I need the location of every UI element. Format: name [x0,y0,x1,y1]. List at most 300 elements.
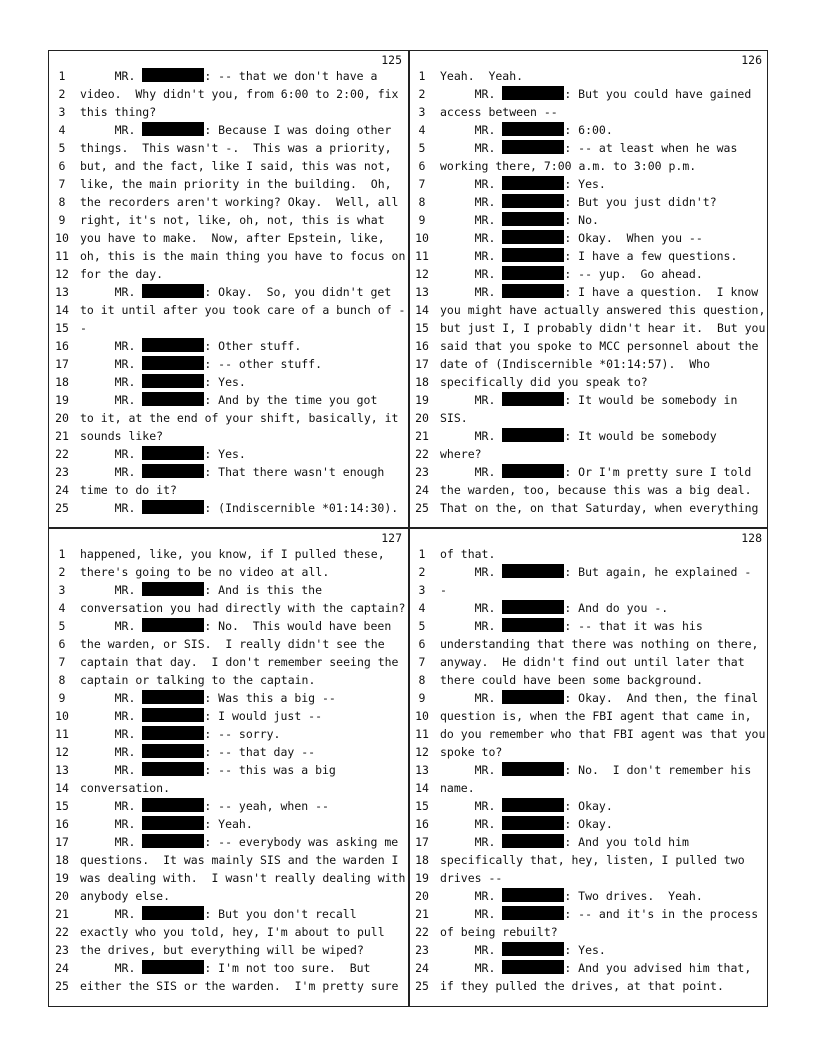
line-text: specifically that, hey, listen, I pulled two [440,853,745,867]
redaction-bar [502,464,564,478]
line-text: MR. : No. [440,213,599,227]
line-text: said that you spoke to MCC personnel about the [440,339,759,353]
line-number: 20 [55,411,69,425]
transcript-line [409,463,768,481]
line-text: there's going to be no video at all. [80,565,330,579]
line-number: 5 [418,141,426,155]
transcript-line [409,941,768,959]
redaction-bar [502,762,564,776]
line-number: 6 [58,637,66,651]
line-text: if they pulled the drives, at that point. [440,979,724,993]
transcript-line [409,599,768,617]
transcript-line [409,355,768,373]
redaction-bar [502,266,564,280]
line-text: things. This wasn't -. This was a priority, [80,141,392,155]
line-text: of that. [440,547,496,561]
redaction-bar [502,248,564,262]
line-text: date of (Indiscernible *01:14:57). Who [440,357,711,371]
line-number: 14 [415,781,429,795]
line-text: MR. : But you don't recall [80,907,357,921]
line-number: 12 [415,267,429,281]
line-text: MR. : -- that day -- [80,745,316,759]
transcript-line [49,779,408,797]
line-text: MR. : But you could have gained [440,87,752,101]
line-number: 3 [418,583,426,597]
line-number: 15 [55,799,69,813]
line-number: 6 [418,159,426,173]
line-number: 23 [415,465,429,479]
line-number: 16 [55,817,69,831]
transcript-line [49,707,408,725]
line-number: 8 [418,673,426,687]
line-number: 17 [55,357,69,371]
redaction-bar [142,708,204,722]
transcript-line [409,247,768,265]
line-number: 21 [55,429,69,443]
line-text: MR. : Yes. [80,375,246,389]
line-number: 11 [55,727,69,741]
line-text: where? [440,447,482,461]
transcript-line [49,391,408,409]
transcript-line [409,427,768,445]
line-number: 4 [58,123,66,137]
line-text: MR. : I would just -- [80,709,323,723]
transcript-line [49,869,408,887]
transcript-line [49,409,408,427]
transcript-line [49,887,408,905]
line-text: the drives, but everything will be wiped? [80,943,364,957]
transcript-line [49,635,408,653]
redaction-bar [142,284,204,298]
transcript-line [49,445,408,463]
line-number: 11 [415,249,429,263]
redaction-bar [502,888,564,902]
line-text: you have to make. Now, after Epstein, like, [80,231,385,245]
redaction-bar [142,690,204,704]
line-number: 17 [415,835,429,849]
transcript-line [409,833,768,851]
transcript-line [409,121,768,139]
line-number: 2 [58,565,66,579]
line-text: conversation. [80,781,171,795]
transcript-line [49,905,408,923]
transcript-line [49,977,408,995]
line-text: this thing? [80,105,157,119]
transcript-line [409,337,768,355]
transcript-line [409,103,768,121]
line-number: 19 [55,871,69,885]
transcript-line [409,635,768,653]
line-text: for the day. [80,267,164,281]
redaction-bar [142,68,204,82]
transcript-line [409,499,768,517]
transcript-line [49,121,408,139]
redaction-bar [502,834,564,848]
transcript-line [49,247,408,265]
redaction-bar [502,284,564,298]
line-text: name. [440,781,475,795]
line-text: captain that day. I don't remember seeing the [80,655,399,669]
line-text: questions. It was mainly SIS and the warden I [80,853,399,867]
line-number: 4 [418,123,426,137]
transcript-line [409,229,768,247]
line-text: but just I, I probably didn't hear it. But you [440,321,766,335]
transcript-line [49,427,408,445]
transcript-line [409,545,768,563]
line-number: 13 [415,763,429,777]
line-number: 23 [55,465,69,479]
transcript-line [409,851,768,869]
transcript-line [409,481,768,499]
transcript-line [409,977,768,995]
line-text: MR. : Was this a big -- [80,691,336,705]
line-text: oh, this is the main thing you have to focus on [80,249,406,263]
line-number: 7 [58,177,66,191]
line-text: MR. : But again, he explained - [440,565,752,579]
transcript-line [409,671,768,689]
line-number: 6 [58,159,66,173]
redaction-bar [502,564,564,578]
line-number: 2 [58,87,66,101]
redaction-bar [142,356,204,370]
line-text: conversation you had directly with the captain? [80,601,406,615]
line-number: 23 [415,943,429,957]
transcript-line [49,175,408,193]
line-text: MR. : It would be somebody in [440,393,738,407]
redaction-bar [502,942,564,956]
line-text: MR. : Yes. [440,943,606,957]
redaction-bar [502,600,564,614]
transcript-line [409,923,768,941]
redaction-bar [142,744,204,758]
line-number: 5 [418,619,426,633]
redaction-bar [142,374,204,388]
line-text: MR. : 6:00. [440,123,613,137]
line-number: 15 [55,321,69,335]
redaction-bar [502,122,564,136]
line-number: 19 [415,393,429,407]
transcript-page-125 [49,51,408,527]
transcript-line [49,545,408,563]
line-number: 1 [58,547,66,561]
transcript-line [49,319,408,337]
line-number: 20 [55,889,69,903]
transcript-line [409,85,768,103]
transcript-line [409,319,768,337]
line-text: MR. : Or I'm pretty sure I told [440,465,752,479]
transcript-line [49,265,408,283]
line-number: 7 [418,177,426,191]
line-text: spoke to? [440,745,503,759]
transcript-line [49,617,408,635]
line-text: drives -- [440,871,503,885]
transcript-line [409,211,768,229]
redaction-bar [502,816,564,830]
redaction-bar [502,230,564,244]
line-text: either the SIS or the warden. I'm pretty sure [80,979,399,993]
line-number: 14 [415,303,429,317]
transcript-line [49,103,408,121]
transcript-line [49,211,408,229]
line-text: MR. : -- and it's in the process [440,907,759,921]
line-number: 8 [58,195,66,209]
line-text: sounds like? [80,429,164,443]
line-number: 23 [55,943,69,957]
transcript-line [49,851,408,869]
line-text: anyway. He didn't find out until later that [440,655,745,669]
transcript-line [49,563,408,581]
transcript-line [409,869,768,887]
line-text: MR. : Okay. When you -- [440,231,703,245]
line-number: 22 [55,925,69,939]
line-text: time to do it? [80,483,177,497]
line-text: MR. : Other stuff. [80,339,302,353]
line-number: 13 [415,285,429,299]
line-number: 5 [58,141,66,155]
redaction-bar [502,86,564,100]
line-text: MR. : And is this the [80,583,323,597]
line-text: was dealing with. I wasn't really dealing with [80,871,406,885]
transcript-line [49,157,408,175]
page-number: 128 [741,531,762,545]
transcript-line [409,157,768,175]
redaction-bar [502,428,564,442]
line-text: MR. : -- sorry. [80,727,281,741]
redaction-bar [502,392,564,406]
transcript-line [49,797,408,815]
transcript-line [409,283,768,301]
line-number: 6 [418,637,426,651]
transcript-line [409,581,768,599]
line-number: 19 [415,871,429,885]
transcript-line [49,815,408,833]
line-number: 9 [418,213,426,227]
line-number: 9 [58,213,66,227]
line-text: captain or talking to the captain. [80,673,316,687]
line-text: working there, 7:00 a.m. to 3:00 p.m. [440,159,697,173]
line-number: 15 [415,321,429,335]
line-number: 9 [58,691,66,705]
line-text: there could have been some background. [440,673,704,687]
redaction-bar [502,176,564,190]
transcript-line [409,445,768,463]
line-number: 14 [55,303,69,317]
line-number: 2 [418,87,426,101]
transcript-line [49,653,408,671]
transcript-line [409,725,768,743]
line-text: MR. : I have a question. I know [440,285,759,299]
transcript-line [409,175,768,193]
transcript-line [49,581,408,599]
line-number: 7 [418,655,426,669]
line-text: That on the, on that Saturday, when everything [440,501,759,515]
line-number: 1 [58,69,66,83]
line-text: understanding that there was nothing on there, [440,637,759,651]
transcript-line [409,617,768,635]
redaction-bar [142,500,204,514]
line-text: do you remember who that FBI agent was that you [440,727,766,741]
line-text: MR. : Okay. And then, the final [440,691,759,705]
line-text: MR. : -- that it was his [440,619,703,633]
transcript-line [409,67,768,85]
transcript-lines [409,545,768,995]
line-number: 16 [415,339,429,353]
line-number: 25 [55,501,69,515]
line-text: MR. : -- at least when he was [440,141,738,155]
line-number: 4 [58,601,66,615]
line-text: MR. : And you told him [440,835,689,849]
line-number: 9 [418,691,426,705]
line-number: 1 [418,547,426,561]
line-number: 21 [415,429,429,443]
transcript-line [409,779,768,797]
redaction-bar [142,726,204,740]
line-text: MR. : -- this was a big [80,763,336,777]
line-text: MR. : Because I was doing other [80,123,392,137]
line-text: MR. : -- yeah, when -- [80,799,329,813]
transcript-line [409,301,768,319]
line-text: MR. : I have a few questions. [440,249,738,263]
redaction-bar [502,140,564,154]
line-number: 3 [418,105,426,119]
line-text: MR. : Yes. [80,447,246,461]
transcript-lines [49,67,408,517]
line-text: access between -- [440,105,558,119]
line-number: 25 [415,979,429,993]
transcript-line [49,283,408,301]
line-text: MR. : -- everybody was asking me [80,835,399,849]
redaction-bar [142,816,204,830]
redaction-bar [502,212,564,226]
line-number: 3 [58,105,66,119]
line-text: MR. : It would be somebody [440,429,717,443]
transcript-line [49,599,408,617]
line-number: 10 [415,231,429,245]
transcript-line [49,671,408,689]
transcript-line [49,463,408,481]
redaction-bar [142,798,204,812]
line-number: 10 [55,231,69,245]
line-number: 7 [58,655,66,669]
redaction-bar [142,582,204,596]
line-text: MR. : And you advised him that, [440,961,752,975]
transcript-line [49,725,408,743]
line-text: right, it's not, like, oh, not, this is what [80,213,385,227]
line-text: the warden, or SIS. I really didn't see the [80,637,385,651]
transcript-page-128 [409,529,768,1005]
line-number: 18 [415,853,429,867]
transcript-line [49,689,408,707]
transcript-line [49,481,408,499]
redaction-bar [142,464,204,478]
redaction-bar [142,906,204,920]
transcript-line [409,815,768,833]
transcript-line [49,923,408,941]
line-text: MR. : Okay. [440,799,613,813]
redaction-bar [502,798,564,812]
redaction-bar [142,762,204,776]
redaction-bar [142,122,204,136]
transcript-line [49,193,408,211]
line-number: 5 [58,619,66,633]
line-number: 21 [415,907,429,921]
transcript-line [49,85,408,103]
page-number: 127 [381,531,402,545]
line-number: 20 [415,889,429,903]
transcript-line [49,941,408,959]
line-text: video. Why didn't you, from 6:00 to 2:00, fix [80,87,399,101]
line-text: question is, when the FBI agent that came in, [440,709,752,723]
transcript-line [49,761,408,779]
line-number: 13 [55,763,69,777]
line-number: 1 [418,69,426,83]
line-text: to it, at the end of your shift, basically, it [80,411,399,425]
line-text: MR. : Yes. [440,177,606,191]
transcript-line [49,833,408,851]
transcript-line [409,373,768,391]
line-number: 19 [55,393,69,407]
line-text: MR. : But you just didn't? [440,195,717,209]
line-text: MR. : And by the time you got [80,393,378,407]
transcript-line [409,391,768,409]
transcript-line [409,409,768,427]
transcript-line [49,959,408,977]
line-number: 3 [58,583,66,597]
transcript-line [409,707,768,725]
line-text: the recorders aren't working? Okay. Well, all [80,195,399,209]
line-number: 18 [55,375,69,389]
line-number: 18 [55,853,69,867]
line-number: 8 [58,673,66,687]
line-number: 17 [55,835,69,849]
line-number: 22 [415,447,429,461]
transcript-line [49,499,408,517]
line-text: like, the main priority in the building. Oh, [80,177,392,191]
line-number: 11 [55,249,69,263]
line-text: - [440,583,447,597]
line-text: - [80,321,87,335]
line-text: you might have actually answered this question, [440,303,766,317]
line-number: 2 [418,565,426,579]
line-number: 21 [55,907,69,921]
line-number: 25 [55,979,69,993]
line-number: 12 [55,745,69,759]
line-text: MR. : -- that we don't have a [80,69,378,83]
line-text: specifically did you speak to? [440,375,648,389]
line-number: 15 [415,799,429,813]
redaction-bar [502,960,564,974]
redaction-bar [142,834,204,848]
line-text: the warden, too, because this was a big deal. [440,483,752,497]
line-text: MR. : (Indiscernible *01:14:30). [80,501,399,515]
line-number: 12 [415,745,429,759]
line-number: 17 [415,357,429,371]
transcript-sheet [48,50,768,1007]
transcript-line [409,959,768,977]
line-text: but, and the fact, like I said, this was not, [80,159,392,173]
line-text: MR. : Okay. [440,817,613,831]
line-text: MR. : And do you -. [440,601,669,615]
line-number: 20 [415,411,429,425]
line-text: happened, like, you know, if I pulled these, [80,547,385,561]
line-text: MR. : Two drives. Yeah. [440,889,703,903]
transcript-line [49,743,408,761]
transcript-line [409,689,768,707]
transcript-line [49,337,408,355]
redaction-bar [142,618,204,632]
transcript-page-127 [49,529,408,1005]
line-number: 10 [55,709,69,723]
